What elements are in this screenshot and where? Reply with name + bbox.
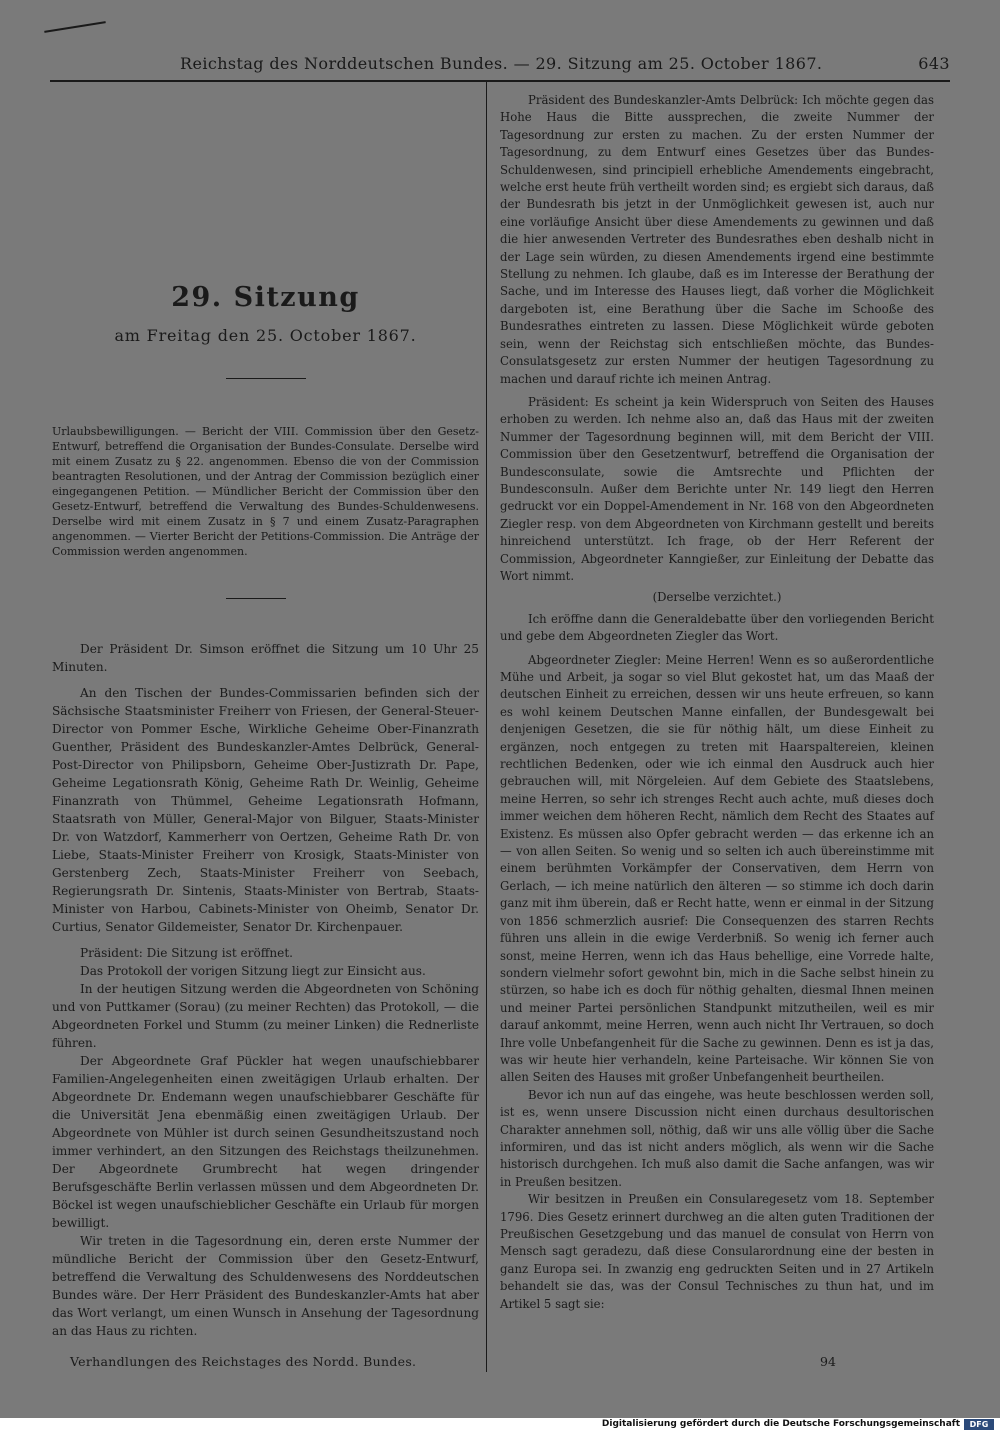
page-header [180,54,950,76]
summary-rule [226,598,286,599]
paragraph: Wir besitzen in Preußen ein Consularegesetz vom 18. September 1796. Dies Gesetz erinnert durchweg an die alten guten Traditionen der Preußischen Gesetzgebung und das manuel de consulat von Herrn von Mensch sagt geradezu, daß diese Consularordnung eine der besten in ganz Europa sei. In zwanzig eng gedruckten Seiten und in 27 Artikeln behandelt sie das, was der Consul Technisches zu thun hat, und im Artikel 5 sagt sie: [500,1192,934,1311]
session-summary: Urlaubsbewilligungen. — Bericht der VIII. Commission über den Gesetz-Entwurf, betreffend die Organisation der Bundes-Consulate. Derselbe wird mit einem Zusatz zu § 22. angenommen. Ebenso die von der Commission beantragten Resolutionen, und der Antrag der Commission bezüglich einer eingegangenen Petition. — Mündlicher Bericht der Commission über den Gesetz-Entwurf, betreffend die Verwaltung des Bundes-Schuldenwesens. Derselbe wird mit einem Zusatz in § 7 und einem Zusatz-Paragraphen angenommen. — Vierter Bericht der Petitions-Commission. Die Anträge der Commission werden angenommen. [52,425,479,558]
dfg-logo: DFG [964,1419,994,1430]
running-title: Reichstag des Norddeutschen Bundes. — 29. Sitzung am 25. October 1867. [180,54,823,73]
paragraph: In der heutigen Sitzung werden die Abgeordneten von Schöning und von Puttkamer (Sorau) (zu meiner Rechten) das Protokoll, — die Abgeordneten Forkel und Stumm (zu meiner Linken) die Rednerliste führen. [52,982,479,1050]
paragraph: Das Protokoll der vorigen Sitzung liegt zur Einsicht aus. [80,964,426,978]
left-column [52,640,479,1340]
credit-text: Digitalisierung gefördert durch die Deutsche Forschungsgemeinschaft [601,1419,960,1429]
session-date: am Freitag den 25. October 1867. [114,326,417,345]
paragraph: Der Abgeordnete Graf Pückler hat wegen unaufschiebbarer Familien-Angelegenheiten einen zweitägigen Urlaub erhalten. Der Abgeordnete Dr. Endemann wegen unaufschiebbarer Geschäfte für die Universität Jena ebenmäßig einen zweitägigen Urlaub. Der Abgeordnete von Mühler ist durch seinen Gesundheitszustand noch immer verhindert, an den Sitzungen des Reichstags theilzunehmen. Der Abgeordnete Grumbrecht hat wegen dringender Berufsgeschäfte Berlin verlassen müssen und dem Abgeordneten Dr. Böckel ist wegen unaufschieblicher Geschäfte ein Urlaub für morgen bewilligt. [52,1054,479,1230]
paragraph: Abgeordneter Ziegler: Meine Herren! Wenn es so außerordentliche Mühe und Arbeit, ja sogar so viel Blut gekostet hat, um das Maaß der deutschen Einheit zu erreichen, dessen wir uns heute erfreuen, so kann es wohl keinem Deutschen Manne einfallen, der Bundesgewalt bei denjenigen Gesetzen, die sie für nöthig hält, um diese Einheit zu ergänzen, noch entgegen zu treten mit Haarspaltereien, kleinen rechtlichen Bedenken, oder wie ich einmal den Ausdruck auch hier gebrauchen will, mit Nörgeleien. Auf dem Gebiete des Staatslebens, meine Herren, so sehr ich strenges Recht auch achte, muß dieses doch immer weichen dem höheren Recht, nämlich dem Recht des Staates auf Existenz. Es müssen also Opfer gebracht werden — das erkenne ich an — von allen Seiten. So wenig und so selten ich auch übereinstimme mit einem berühmten Vorkämpfer der Conservativen, dem Herrn von Gerlach, — ich meine natürlich den älteren — so stimme ich doch darin ganz mit ihm überein, daß er Recht hatte, wenn er einmal in der Sitzung von 1856 schmerzlich ausrief: Die Consequenzen des starren Rechts führen uns allein in die ewige Verderbniß. So wenig ich ferner auch sonst, meine Herren, wenn ich das Haus behellige, eine Vorrede halte, sondern vielmehr sofort gewohnt bin, mich in die Sache selbst hinein zu stürzen, so habe ich es doch für nöthig gehalten, diesmal Ihnen meinen und meiner Partei persönlichen Standpunkt mitzutheilen, weil es mir darauf ankommt, meine Herren, wenn auch nicht Ihr Vertrauen, so doch Ihre volle Unbefangenheit für die Sache zu gewinnen. Denn es ist ja das, was wir heute hier verhandeln, keine Parteisache. Wir können Sie von allen Seiten des Hauses mit großer Unbefangenheit beurtheilen. [500,652,934,1085]
title-rule [226,378,306,379]
digitization-credit-bar [0,1418,1000,1432]
paragraph: Ich eröffne dann die Generaldebatte über den vorliegenden Bericht und gebe dem Abgeordneten Ziegler das Wort. [500,611,934,644]
paragraph: Der Präsident Dr. Simson eröffnet die Sitzung um 10 Uhr 25 Minuten. [52,642,479,674]
session-title: 29. Sitzung [171,282,360,313]
paragraph: Wir treten in die Tagesordnung ein, deren erste Nummer der mündliche Bericht der Commission über den Gesetz-Entwurf, betreffend die Verwaltung des Schuldenwesens des Norddeutschen Bundes wäre. Der Herr Präsident des Bundeskanzler-Amts hat aber das Wort verlangt, um einen Wunsch in Ansehung der Tagesordnung an das Haus zu richten. [52,1234,479,1338]
paragraph: An den Tischen der Bundes-Commissarien befinden sich der Sächsische Staatsminister Freiherr von Friesen, der General-Steuer-Director von Pommer Esche, Wirkliche Geheime Ober-Finanzrath Guenther, Präsident des Bundeskanzler-Amtes Delbrück, General-Post-Director von Philipsborn, Geheime Ober-Justizrath Dr. Pape, Geheime Legationsrath König, Geheime Rath Dr. Weinlig, Geheime Finanzrath von Thümmel, Geheime Legationsrath Hofmann, Staatsrath von Müller, General-Major von Bilguer, Staats-Minister Dr. von Watzdorf, Kammerherr von Oertzen, Geheime Rath Dr. von Liebe, Staats-Minister Freiherr von Krosigk, Staats-Minister von Gerstenberg Zech, Staats-Minister Freiherr von Seebach, Regierungsrath Dr. Sintenis, Staats-Minister von Bertrab, Staats-Minister von Harbou, Cabinets-Minister von Oheimb, Senator Dr. Curtius, Senator Gildemeister, Senator Dr. Kirchenpauer. [52,686,479,934]
header-rule [50,80,950,82]
column-divider [486,82,487,1372]
right-column [500,92,934,1313]
publication-signature: Verhandlungen des Reichstages des Nordd. Bundes. [70,1354,417,1369]
paragraph: (Derselbe verzichtet.) [652,590,782,605]
pen-mark [44,21,106,33]
sheet-number: 94 [820,1354,836,1369]
page-number: 643 [918,54,950,73]
paragraph: Bevor ich nun auf das eingehe, was heute beschlossen werden soll, ist es, wenn unsere Discussion nicht einen durchaus desultorischen Charakter annehmen soll, nöthig, daß wir uns alle völlig über die Sache informiren, und das ist nicht anders möglich, als wenn wir die Sache historisch durchgehen. Ich muß also damit die Sache anfangen, was wir in Preußen besitzen. [500,1087,934,1189]
paragraph: Präsident: Die Sitzung ist eröffnet. [80,946,294,960]
paragraph: Präsident: Es scheint ja kein Widerspruch von Seiten des Hauses erhoben zu werden. Ich nehme also an, daß das Haus mit der zweiten Nummer der Tagesordnung beginnen will, mit dem Bericht der VIII. Commission über den Gesetzentwurf, betreffend die Organisation der Bundesconsulate, sowie die Amtsrechte und Pflichten der Bundesconsuln. Außer dem Berichte unter Nr. 149 liegt den Herren gedruckt vor ein Doppel-Amendement in Nr. 168 von den Abgeordneten Ziegler resp. von dem Abgeordneten von Kirchmann gestellt und bereits hinreichend unterstützt. Ich frage, ob der Herr Referent der Commission, Abgeordneter Kanngießer, zur Einleitung der Debatte das Wort nimmt. [500,394,934,583]
paragraph: Präsident des Bundeskanzler-Amts Delbrück: Ich möchte gegen das Hohe Haus die Bitte aussprechen, die zweite Nummer der Tagesordnung zur ersten zu machen. Zu der ersten Nummer der Tagesordnung, zu dem Entwurf eines Gesetzes über das Bundes-Schuldenwesen, sind principiell erhebliche Amendements eingebracht, welche erst heute früh vertheilt worden sind; es ergiebt sich daraus, daß der Bundesrath bis jetzt in der Unmöglichkeit gewesen ist, auch nur eine vorläufige Ansicht über diese Amendements zu gewinnen und daß die hier anwesenden Vertreter des Bundesrathes eben deshalb nicht in der Lage sein würden, zu diesen Amendements irgend eine bestimmte Stellung zu nehmen. Ich glaube, daß es im Interesse der Berathung der Sache, und im Interesse des Hauses liegt, daß vorher die Möglichkeit dargeboten ist, eine Berathung über die Sache im Schooße des Bundesrathes eintreten zu lassen. Diese Möglichkeit würde geboten sein, wenn der Reichstag sich entschließen möchte, das Bundes-Consulatsgesetz zur ersten Nummer der heutigen Tagesordnung zu machen und darauf richte ich meinen Antrag. [500,93,934,386]
